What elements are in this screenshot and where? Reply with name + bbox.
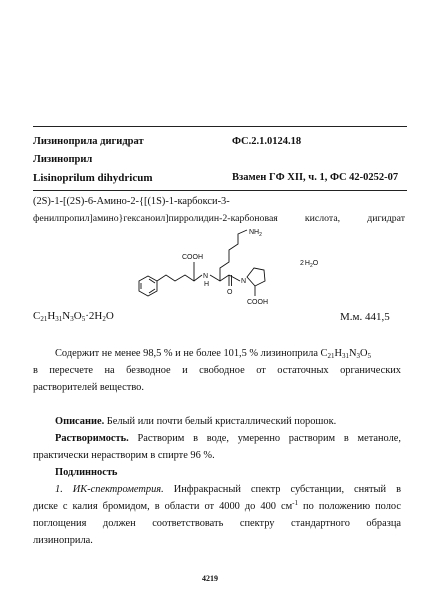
svg-text:2H2O: [300, 260, 319, 269]
identity-item-label: 1. ИК-спектрометрия.: [55, 484, 164, 495]
formula-hydrate: ·2H: [85, 310, 103, 322]
identity-line-2: [33, 498, 401, 515]
formula-o: O: [73, 310, 82, 322]
svg-text:NH2: [249, 229, 262, 238]
ring-n-label: N: [241, 278, 247, 285]
amine-subscript: 2: [259, 232, 262, 238]
content-o: O: [360, 348, 368, 359]
structure-bonds: [139, 230, 265, 296]
structural-formula: [130, 228, 340, 308]
carbonyl-o-label: O: [227, 289, 233, 296]
identity-line-4: лизиноприла.: [33, 535, 93, 546]
content-o-sub: 5: [367, 352, 372, 360]
replaces-note: Взамен ГФ XII, ч. 1, ФС 42-0252-07: [232, 172, 399, 183]
identity-line-3: поглощения должен соответствовать спектру стандартного образца: [33, 518, 401, 529]
article-code: ФС.2.1.0124.18: [232, 136, 302, 147]
amine-label: NH: [249, 229, 260, 236]
content-n-sub: 3: [356, 352, 361, 360]
water-subscript: 2: [309, 263, 313, 269]
formula-hydrate-sub: 2: [102, 315, 106, 323]
nh-h-label: H: [204, 281, 210, 288]
drug-name-ru-short: Лизиноприл: [33, 154, 93, 165]
content-paragraph: [33, 345, 401, 362]
header-top-rule: [33, 126, 407, 127]
cooh-bottom-label: COOH: [247, 299, 268, 306]
solubility-line-2: практически нерастворим в спирте 96 %.: [33, 450, 215, 461]
content-c-sub: 21: [327, 352, 335, 360]
drug-name-ru: Лизиноприла дигидрат: [33, 136, 144, 147]
identity-line-2-sup: -1: [292, 499, 299, 507]
drug-name-latin: Lisinoprilum dihydricum: [33, 172, 153, 184]
formula-h-sub: 31: [55, 315, 63, 323]
page-number: 4219: [202, 574, 218, 583]
water-count: 2: [300, 260, 304, 267]
content-text: Содержит не менее 98,5 % и не более 101,5 % лизиноприла C: [55, 348, 328, 359]
identity-line-1: [33, 481, 401, 498]
identity-line-2-text: диске с калия бромидом, в области от 4000 до 400 см: [33, 501, 293, 512]
identity-line-1-text: Инфракрасный спектр субстанции, снятый в: [163, 484, 401, 495]
solubility-line-1: [33, 430, 401, 447]
formula-o-sub: 5: [81, 315, 86, 323]
content-n: N: [349, 348, 357, 359]
solubility-text-1: Растворим в воде, умеренно растворим в метаноле,: [128, 433, 401, 444]
description-label: Описание.: [55, 416, 105, 427]
formula-hydrate-o: O: [105, 310, 114, 322]
identity-line-2-after: по положению полос: [298, 501, 401, 512]
formula-h: H: [47, 310, 56, 322]
formula-c: C: [33, 310, 41, 322]
description-paragraph: [33, 413, 401, 430]
solubility-label: Растворимость.: [55, 433, 129, 444]
molecular-formula: [33, 310, 114, 322]
water-h: H: [304, 260, 310, 267]
header-bottom-rule: [33, 190, 407, 191]
content-h: H: [334, 348, 343, 359]
formula-c-sub: 21: [40, 315, 48, 323]
chemical-name-line-2: фенилпропил]амино}гексаноил]пирролидин-2-карбоновая кислота, дигидрат: [33, 213, 405, 224]
description-text: Белый или почти белый кристаллический порошок.: [104, 416, 337, 427]
content-h-sub: 31: [342, 352, 350, 360]
content-line-2: в пересчете на безводное и свободное от остаточных органических: [33, 365, 401, 376]
formula-n: N: [62, 310, 71, 322]
content-line-3: растворителей вещество.: [33, 382, 144, 393]
formula-n-sub: 3: [70, 315, 74, 323]
identity-heading: Подлинность: [55, 467, 118, 478]
water-o: O: [312, 260, 319, 267]
chemical-name-line-1: (2S)-1-[(2S)-6-Амино-2-{[(1S)-1-карбокси-3-: [33, 196, 230, 207]
molecular-weight: М.м. 441,5: [340, 311, 390, 323]
nh-label: N: [203, 273, 209, 280]
cooh-top-label: COOH: [182, 254, 203, 261]
